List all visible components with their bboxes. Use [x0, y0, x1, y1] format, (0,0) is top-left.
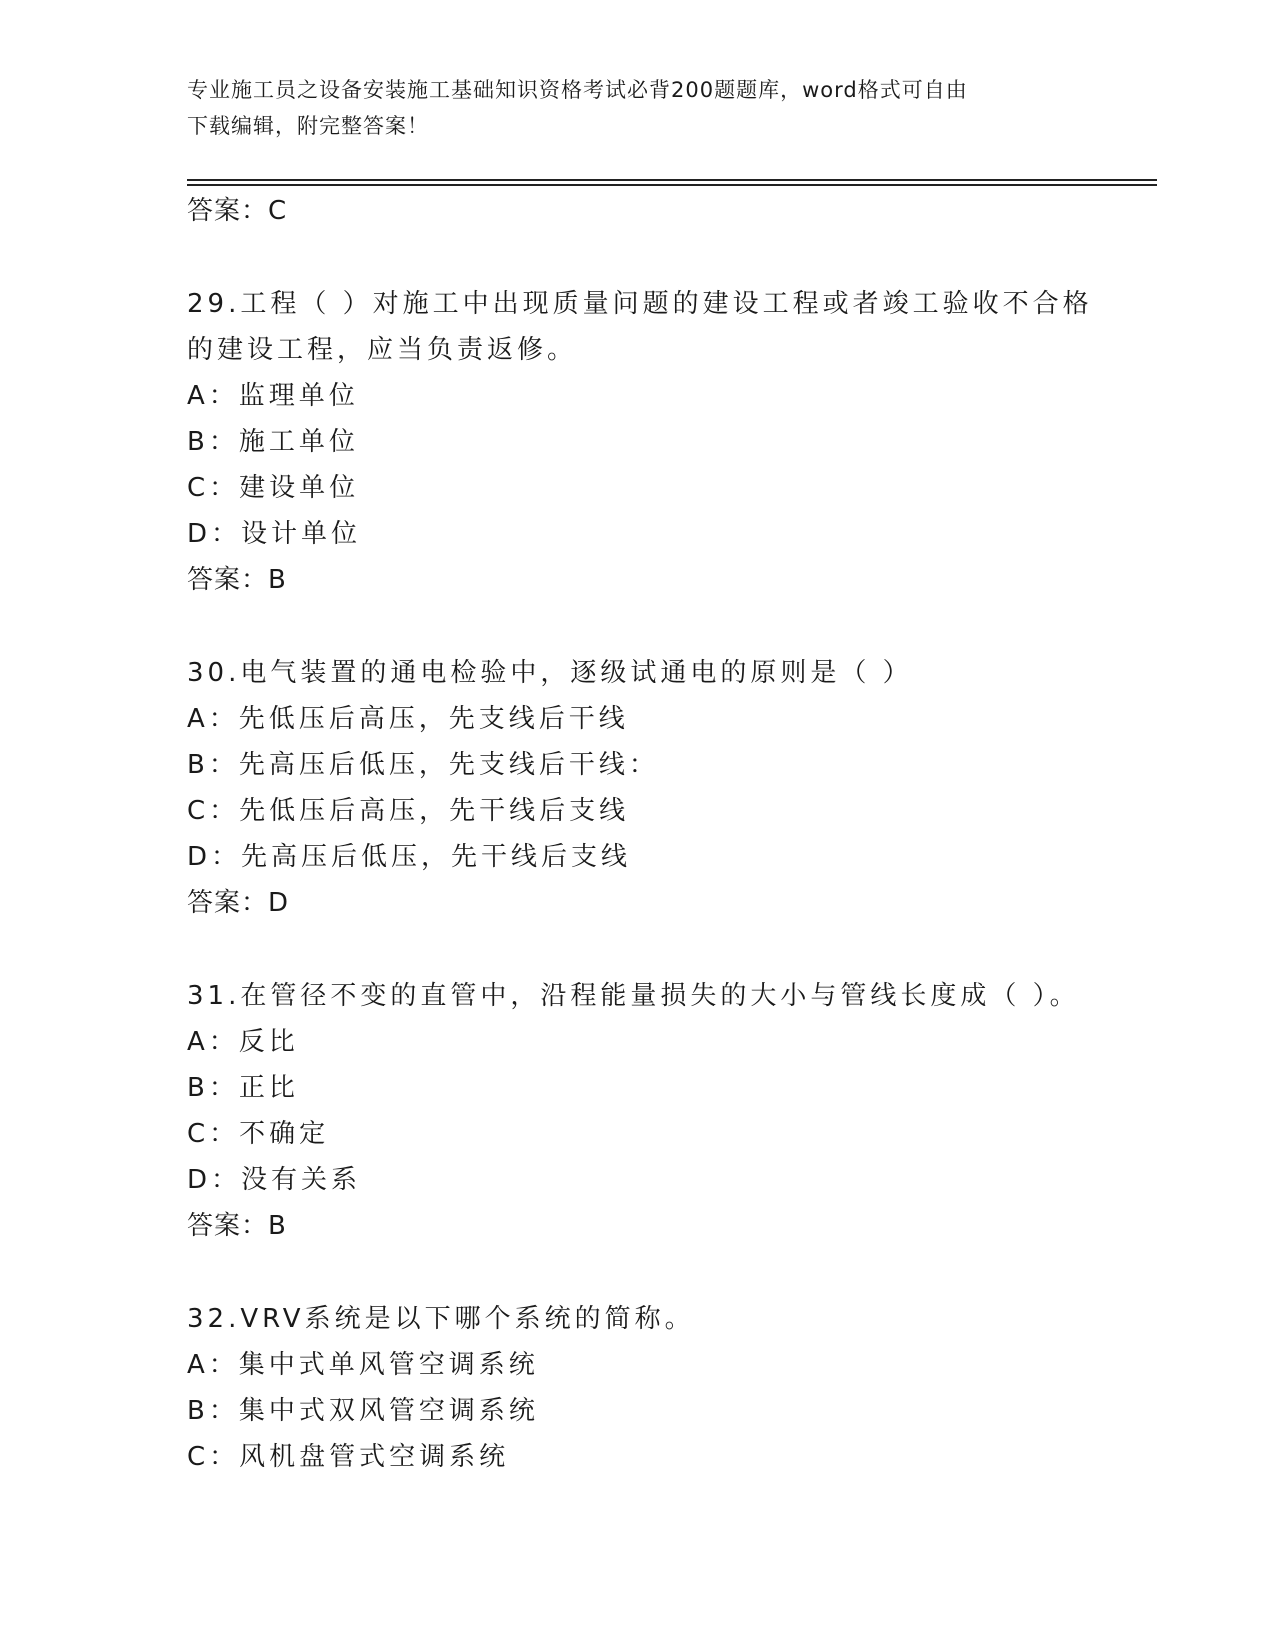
- option-d: D：先高压后低压，先干线后支线: [187, 842, 632, 872]
- question-stem: 29.工程（ ）对施工中出现质量问题的建设工程或者竣工验收不合格: [187, 289, 1093, 319]
- option-c: C：先低压后高压，先干线后支线: [187, 796, 630, 826]
- option-b: B：集中式双风管空调系统: [187, 1396, 539, 1426]
- header-line-2: 下载编辑，附完整答案！: [187, 114, 429, 138]
- answer: 答案：B: [187, 565, 287, 595]
- option-c: C：不确定: [187, 1119, 330, 1149]
- option-d: D：没有关系: [187, 1165, 362, 1195]
- header-divider-bottom: [187, 184, 1157, 186]
- option-c: C：风机盘管式空调系统: [187, 1442, 510, 1472]
- previous-answer: 答案：C: [187, 196, 288, 226]
- answer: 答案：D: [187, 888, 290, 918]
- option-a: A：集中式单风管空调系统: [187, 1350, 539, 1380]
- option-c: C：建设单位: [187, 473, 360, 503]
- option-b: B：正比: [187, 1073, 299, 1103]
- option-a: A：先低压后高压，先支线后干线: [187, 704, 629, 734]
- question-30: [187, 650, 1087, 926]
- document-header: [187, 72, 1087, 144]
- option-b: B：先高压后低压，先支线后干线：: [187, 750, 659, 780]
- question-31: [187, 973, 1087, 1249]
- question-stem: 的建设工程，应当负责返修。: [187, 335, 578, 365]
- question-32: [187, 1296, 1087, 1480]
- question-29: [187, 281, 1093, 603]
- option-d: D：设计单位: [187, 519, 362, 549]
- header-divider-top: [187, 179, 1157, 181]
- option-a: A：监理单位: [187, 381, 359, 411]
- option-a: A：反比: [187, 1027, 299, 1057]
- question-stem: 30.电气装置的通电检验中，逐级试通电的原则是（ ）: [187, 658, 913, 688]
- question-list: [187, 188, 1093, 1480]
- question-stem: 31.在管径不变的直管中，沿程能量损失的大小与管线长度成（ ）。: [187, 981, 1080, 1011]
- answer: 答案：B: [187, 1211, 287, 1241]
- question-stem: 32.VRV系统是以下哪个系统的简称。: [187, 1304, 695, 1334]
- option-b: B：施工单位: [187, 427, 359, 457]
- header-line-1: 专业施工员之设备安装施工基础知识资格考试必背200题题库，word格式可自由: [187, 78, 968, 102]
